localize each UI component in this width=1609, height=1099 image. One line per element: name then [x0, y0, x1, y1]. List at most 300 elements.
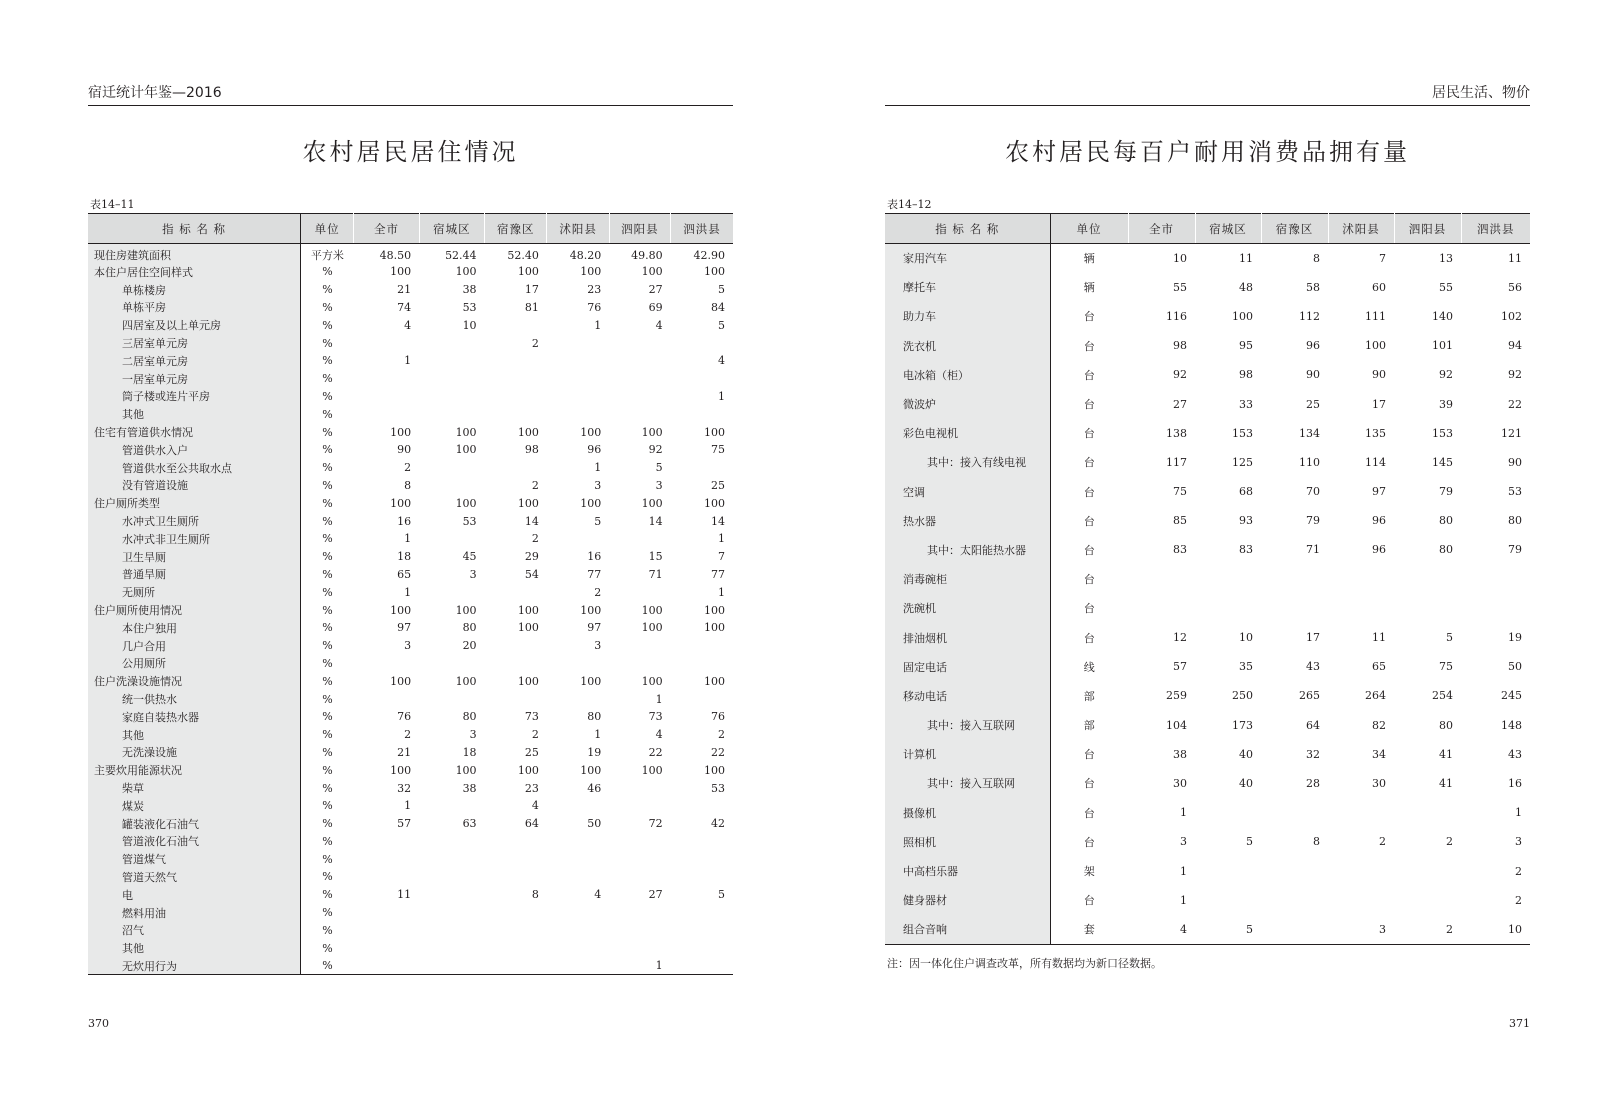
cell-value [671, 405, 733, 423]
cell-value [354, 850, 419, 868]
cell-value [1394, 886, 1461, 915]
table-row [88, 370, 733, 388]
row-label: 几户合用 [88, 637, 301, 655]
cell-value: 116 [1166, 309, 1187, 323]
cell-value: 100 [390, 496, 412, 510]
cell-value [609, 530, 670, 548]
cell-value: 49.80 [631, 248, 663, 262]
row-label: 管道供水至公共取水点 [88, 459, 301, 477]
row-unit: % [322, 443, 333, 457]
cell-value: 90 [1306, 368, 1320, 382]
cell-value [547, 655, 609, 673]
cell-value [419, 833, 484, 851]
row-unit: 台 [1083, 631, 1095, 645]
cell-value: 100 [641, 763, 663, 777]
table-row [88, 494, 733, 512]
table-row [88, 815, 733, 833]
row-label: 热水器 [885, 506, 1050, 535]
cell-value: 100 [455, 443, 477, 457]
cell-value: 3 [469, 728, 477, 742]
cell-value [547, 939, 609, 957]
cell-value [1195, 886, 1261, 915]
row-unit: % [322, 674, 333, 688]
cell-value [485, 352, 547, 370]
cell-value [485, 459, 547, 477]
cell-value: 1 [1180, 806, 1187, 820]
cell-value [419, 850, 484, 868]
table-body [88, 244, 733, 975]
cell-value [485, 637, 547, 655]
cell-value: 5 [594, 514, 602, 528]
cell-value: 2 [404, 728, 412, 742]
cell-value [609, 370, 670, 388]
cell-value: 72 [648, 817, 663, 831]
row-label: 卫生旱厕 [88, 548, 301, 566]
cell-value: 25 [1306, 397, 1320, 411]
cell-value: 23 [524, 781, 539, 795]
row-unit: % [322, 407, 333, 421]
table-row [88, 868, 733, 886]
row-label: 统一供热水 [88, 690, 301, 708]
cell-value [671, 850, 733, 868]
table-row [88, 921, 733, 939]
cell-value [547, 833, 609, 851]
cell-value: 100 [580, 265, 602, 279]
row-label: 罐装液化石油气 [88, 815, 301, 833]
row-label: 家用汽车 [885, 244, 1050, 273]
table-row [885, 419, 1530, 448]
row-unit: % [322, 728, 333, 742]
cell-value: 153 [1232, 426, 1253, 440]
cell-value [419, 904, 484, 922]
cell-value [1261, 798, 1328, 827]
cell-value: 93 [1239, 514, 1253, 528]
cell-value: 40 [1239, 747, 1253, 761]
row-label: 煤炭 [88, 797, 301, 815]
cell-value: 100 [455, 674, 477, 688]
table-row [88, 637, 733, 655]
cell-value: 100 [455, 265, 477, 279]
table-title: 农村居民居住情况 [302, 138, 519, 166]
cell-value: 42.90 [693, 248, 725, 262]
row-unit: % [322, 834, 333, 848]
cell-value: 10 [462, 318, 477, 332]
cell-value: 1 [1180, 893, 1187, 907]
table-row [88, 459, 733, 477]
cell-value: 100 [390, 425, 412, 439]
cell-value: 2 [1446, 922, 1453, 936]
cell-value [354, 690, 419, 708]
row-unit: % [322, 496, 333, 510]
cell-value: 8 [1313, 251, 1320, 265]
cell-value [354, 655, 419, 673]
table-row [885, 594, 1530, 623]
cell-value: 100 [390, 265, 412, 279]
row-unit: % [322, 817, 333, 831]
cell-value [419, 530, 484, 548]
table-row [88, 299, 733, 317]
cell-value: 4 [594, 888, 602, 902]
row-label: 无炊用行为 [88, 957, 301, 975]
cell-value [609, 655, 670, 673]
cell-value [671, 637, 733, 655]
table-row [88, 530, 733, 548]
cell-value: 265 [1299, 689, 1320, 703]
cell-value [609, 352, 670, 370]
cell-value [485, 868, 547, 886]
cell-value: 2 [1379, 835, 1386, 849]
cell-value: 57 [397, 817, 412, 831]
cell-value [1261, 915, 1328, 944]
cell-value: 5 [1246, 922, 1253, 936]
cell-value: 14 [524, 514, 539, 528]
row-label: 消毒碗柜 [885, 565, 1050, 594]
row-label: 普通旱厕 [88, 566, 301, 584]
cell-value [419, 388, 484, 406]
cell-value: 52.40 [507, 248, 539, 262]
cell-value: 111 [1365, 309, 1386, 323]
cell-value [485, 904, 547, 922]
row-unit: 台 [1083, 485, 1095, 499]
cell-value: 70 [1306, 485, 1320, 499]
row-unit: 台 [1083, 456, 1095, 470]
header-unit: 单位 [301, 214, 354, 244]
table-row [88, 726, 733, 744]
row-label: 单栋平房 [88, 299, 301, 317]
table-row [885, 244, 1530, 273]
row-label: 无洗澡设施 [88, 744, 301, 762]
cell-value: 1 [594, 728, 602, 742]
cell-value [671, 868, 733, 886]
row-label: 现住房建筑面积 [88, 244, 301, 264]
cell-value: 16 [587, 550, 602, 564]
row-label: 筒子楼或连片平房 [88, 388, 301, 406]
cell-value [1461, 565, 1530, 594]
row-label: 摩托车 [885, 273, 1050, 302]
row-label: 管道液化石油气 [88, 833, 301, 851]
cell-value: 58 [1306, 280, 1320, 294]
row-label: 其他 [88, 726, 301, 744]
cell-value [1394, 798, 1461, 827]
cell-value: 98 [524, 443, 539, 457]
row-label: 家庭自装热水器 [88, 708, 301, 726]
cell-value: 50 [1508, 660, 1522, 674]
row-unit: % [322, 888, 333, 902]
header-indicator: 指 标 名 称 [88, 214, 301, 244]
table-row [88, 263, 733, 281]
cell-value [354, 939, 419, 957]
cell-value: 45 [462, 550, 477, 564]
table-row [88, 672, 733, 690]
cell-value: 100 [704, 425, 725, 439]
cell-value: 98 [1173, 339, 1187, 353]
cell-value: 148 [1501, 718, 1522, 732]
cell-value: 27 [1173, 397, 1187, 411]
row-unit: % [322, 389, 333, 403]
table-row [88, 904, 733, 922]
cell-value: 2 [1446, 835, 1453, 849]
cell-value: 65 [397, 567, 412, 581]
cell-value: 68 [1239, 485, 1253, 499]
row-label: 洗衣机 [885, 331, 1050, 360]
cell-value: 19 [1508, 631, 1522, 645]
cell-value: 53 [462, 300, 477, 314]
cell-value: 100 [455, 425, 477, 439]
row-label: 其中：太阳能热水器 [885, 535, 1050, 564]
cell-value: 10 [1173, 251, 1187, 265]
row-unit: 台 [1083, 748, 1095, 762]
table-row [88, 566, 733, 584]
row-label: 沼气 [88, 921, 301, 939]
cell-value: 18 [397, 550, 412, 564]
cell-value [609, 797, 670, 815]
cell-value [419, 370, 484, 388]
row-unit: 台 [1083, 368, 1095, 382]
table-row [88, 939, 733, 957]
cell-value: 75 [1173, 485, 1187, 499]
cell-value [1128, 594, 1195, 623]
durables-table [885, 213, 1530, 945]
row-label: 没有管道设施 [88, 477, 301, 495]
cell-value: 2 [404, 461, 412, 475]
cell-value: 8 [1313, 835, 1320, 849]
cell-value: 41 [1439, 776, 1453, 790]
table-row [885, 477, 1530, 506]
table-row [885, 915, 1530, 944]
cell-value: 100 [580, 425, 602, 439]
cell-value: 3 [404, 639, 412, 653]
row-unit: 平方米 [310, 249, 344, 262]
cell-value: 100 [704, 603, 725, 617]
cell-value [354, 904, 419, 922]
cell-value: 3 [469, 567, 477, 581]
cell-value: 1 [655, 959, 663, 973]
table-row [88, 583, 733, 601]
cell-value: 104 [1166, 718, 1187, 732]
cell-value: 245 [1501, 689, 1522, 703]
cell-value: 4 [655, 318, 663, 332]
row-unit: % [322, 372, 333, 386]
cell-value: 2 [1515, 893, 1522, 907]
row-unit: 辆 [1083, 252, 1095, 266]
cell-value: 17 [1306, 631, 1320, 645]
row-label: 健身器材 [885, 886, 1050, 915]
row-unit: 台 [1083, 777, 1095, 791]
cell-value: 134 [1299, 426, 1320, 440]
cell-value: 63 [462, 817, 477, 831]
cell-value: 80 [1439, 718, 1453, 732]
cell-value: 100 [704, 763, 725, 777]
cell-value: 10 [1508, 922, 1522, 936]
cell-value [1195, 594, 1261, 623]
table-row [885, 565, 1530, 594]
cell-value: 102 [1501, 309, 1522, 323]
cell-value: 90 [1372, 368, 1386, 382]
cell-value [354, 388, 419, 406]
row-label: 固定电话 [885, 652, 1050, 681]
cell-value: 35 [1239, 660, 1253, 674]
cell-value: 4 [718, 354, 725, 368]
row-unit: % [322, 567, 333, 581]
cell-value: 100 [517, 763, 539, 777]
cell-value: 30 [1173, 776, 1187, 790]
cell-value [419, 405, 484, 423]
cell-value [485, 921, 547, 939]
row-label: 电冰箱（柜） [885, 360, 1050, 389]
cell-value: 100 [517, 496, 539, 510]
cell-value [419, 868, 484, 886]
cell-value [354, 868, 419, 886]
cell-value: 100 [641, 496, 663, 510]
cell-value: 100 [517, 603, 539, 617]
cell-value [485, 690, 547, 708]
table-row [885, 360, 1530, 389]
cell-value: 14 [648, 514, 663, 528]
row-unit: % [322, 781, 333, 795]
row-label: 三居室单元房 [88, 334, 301, 352]
cell-value: 42 [711, 817, 725, 831]
cell-value: 12 [1173, 631, 1187, 645]
cell-value: 22 [711, 745, 725, 759]
row-unit: % [322, 763, 333, 777]
row-label: 管道供水入户 [88, 441, 301, 459]
cell-value [671, 690, 733, 708]
cell-value: 100 [641, 265, 663, 279]
cell-value [609, 779, 670, 797]
table-row [88, 477, 733, 495]
cell-value [1394, 565, 1461, 594]
row-unit: 台 [1083, 602, 1095, 616]
table-row [885, 273, 1530, 302]
table-row [88, 690, 733, 708]
row-unit: % [322, 906, 333, 920]
cell-value: 1 [718, 585, 725, 599]
running-head: 居民生活、物价 [885, 83, 1530, 106]
cell-value: 16 [1508, 776, 1522, 790]
table-row [885, 740, 1530, 769]
cell-value [609, 583, 670, 601]
cell-value [419, 939, 484, 957]
row-label: 其中：接入有线电视 [885, 448, 1050, 477]
cell-value: 77 [711, 567, 725, 581]
cell-value: 18 [462, 745, 477, 759]
cell-value: 97 [397, 621, 412, 635]
cell-value [671, 797, 733, 815]
row-unit: % [322, 478, 333, 492]
cell-value: 22 [1508, 397, 1522, 411]
cell-value: 100 [517, 265, 539, 279]
cell-value: 11 [1508, 251, 1522, 265]
table-row [88, 957, 733, 975]
cell-value: 2 [718, 728, 725, 742]
header-unit: 单位 [1050, 214, 1128, 244]
cell-value: 5 [718, 283, 725, 297]
table-row [88, 548, 733, 566]
table-row [885, 535, 1530, 564]
housing-table [88, 213, 733, 975]
cell-value: 40 [1239, 776, 1253, 790]
row-unit: % [322, 585, 333, 599]
header-siyang: 泗阳县 [609, 214, 670, 244]
cell-value: 53 [711, 781, 725, 795]
cell-value: 3 [1180, 835, 1187, 849]
cell-value [609, 939, 670, 957]
cell-value: 4 [1180, 922, 1187, 936]
row-unit: 架 [1083, 865, 1095, 879]
cell-value: 60 [1372, 280, 1386, 294]
cell-value: 22 [648, 745, 663, 759]
cell-value: 96 [1306, 339, 1320, 353]
cell-value: 53 [462, 514, 477, 528]
cell-value: 97 [1372, 485, 1386, 499]
table-row [885, 827, 1530, 856]
row-unit: % [322, 532, 333, 546]
cell-value: 7 [1379, 251, 1386, 265]
table-row [88, 352, 733, 370]
row-unit: 台 [1083, 806, 1095, 820]
cell-value: 25 [524, 745, 539, 759]
cell-value: 100 [390, 674, 412, 688]
table-row [885, 389, 1530, 418]
table-row [88, 797, 733, 815]
cell-value: 100 [517, 674, 539, 688]
cell-value: 20 [462, 639, 477, 653]
row-label: 洗碗机 [885, 594, 1050, 623]
row-unit: 部 [1083, 719, 1095, 733]
table-row [885, 681, 1530, 710]
cell-value: 92 [1173, 368, 1187, 382]
cell-value: 98 [1239, 368, 1253, 382]
cell-value [354, 921, 419, 939]
cell-value: 140 [1432, 309, 1453, 323]
cell-value [485, 583, 547, 601]
table-row [88, 423, 733, 441]
cell-value: 81 [524, 300, 539, 314]
row-unit: 台 [1083, 543, 1095, 557]
table-row [885, 652, 1530, 681]
cell-value: 5 [1246, 835, 1253, 849]
cell-value [609, 904, 670, 922]
cell-value: 254 [1432, 689, 1453, 703]
row-unit: % [322, 710, 333, 724]
table-row [88, 244, 733, 264]
table-row [88, 761, 733, 779]
cell-value [485, 388, 547, 406]
cell-value: 100 [580, 763, 602, 777]
cell-value [1328, 886, 1394, 915]
row-label: 摄像机 [885, 798, 1050, 827]
cell-value: 41 [1439, 747, 1453, 761]
row-label: 水冲式卫生厕所 [88, 512, 301, 530]
cell-value: 29 [524, 550, 539, 564]
row-label: 住宅有管道供水情况 [88, 423, 301, 441]
cell-value [671, 370, 733, 388]
header-sucheng: 宿城区 [1195, 214, 1261, 244]
cell-value: 14 [711, 514, 725, 528]
cell-value [419, 477, 484, 495]
cell-value: 17 [524, 283, 539, 297]
cell-value [354, 957, 419, 975]
cell-value: 48.50 [379, 248, 412, 262]
cell-value [1328, 798, 1394, 827]
cell-value: 83 [1239, 543, 1253, 557]
header-sihong: 泗洪县 [671, 214, 733, 244]
row-label: 二居室单元房 [88, 352, 301, 370]
cell-value [671, 904, 733, 922]
cell-value: 100 [580, 603, 602, 617]
cell-value: 79 [1306, 514, 1320, 528]
table-row [885, 798, 1530, 827]
